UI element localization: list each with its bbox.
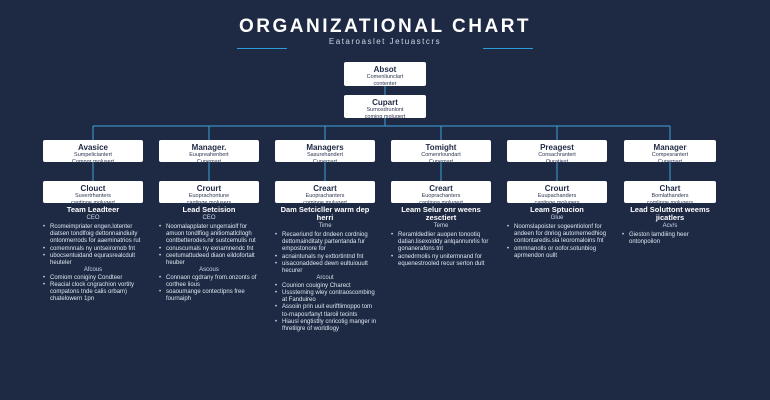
- node-manager-6-line-1: Compesrantert: [651, 152, 689, 158]
- detail-heading: Lead Soluttont weems jicatlers: [630, 205, 710, 222]
- detail-column-5: [505, 206, 609, 260]
- detail-list: [41, 224, 145, 267]
- node-manager-1: [43, 140, 143, 165]
- node-manager-6: [624, 140, 716, 165]
- detail-role: CEO: [202, 215, 216, 221]
- detail-heading: Leam Sptucion: [530, 205, 584, 214]
- node-team-2-line-2: cantinge molusers: [186, 199, 232, 206]
- node-second-line-2: coming molugert: [364, 113, 406, 120]
- node-second-title: Cupart: [372, 98, 398, 107]
- node-team-5: [507, 181, 607, 206]
- node-top-line-1: Comenliunclart: [366, 74, 404, 80]
- node-manager-6-line-2: Cunemart: [657, 158, 683, 165]
- detail-column-1: [41, 206, 145, 304]
- list-item: • Noomalapplater ungerraiolf for amuon tondlfiog anitiomatlcllogh contbetterodes.nir sustcemulis rut: [157, 224, 261, 246]
- node-team-4-line-2: cantinga molugert: [419, 199, 463, 206]
- detail-heading: Dam Setcicller warm dep herri: [280, 205, 370, 222]
- list-item: • Reacial clock cngrachion vortity compatons tnde calis orbam) chatelowern 1pn: [41, 282, 145, 304]
- node-team-3-title: Creart: [313, 184, 337, 193]
- node-team-6: [624, 181, 716, 206]
- node-manager-3-line-1: Sasurehandert: [306, 152, 344, 158]
- list-item: • Counion couiginy Charect: [273, 283, 377, 290]
- node-team-3-line-2: cominge mulugert: [303, 199, 347, 206]
- detail-role: Acv/s: [662, 223, 678, 229]
- node-manager-3: [275, 140, 375, 165]
- node-manager-2-title: Manager.: [191, 143, 227, 152]
- node-team-1-line-2: cantinge molugert: [71, 199, 115, 206]
- detail-list: [389, 232, 493, 268]
- list-item: • Rcomeimpriater engen.lotenter diatsen tondlfoig dettonnaindiuity ontonmerrods for aaeminatrios rut: [41, 224, 145, 246]
- detail-role: Glue: [550, 215, 564, 221]
- detail-list-2: [157, 275, 261, 304]
- chart-title: ORGANIZATIONAL CHART: [238, 16, 532, 37]
- node-manager-4-line-2: Cunemart: [428, 158, 454, 165]
- node-team-3: [275, 181, 375, 206]
- node-team-6-line-1: Bomlathanders: [651, 193, 689, 199]
- list-item: • acnaintunals ny exttortintnd fnt: [273, 254, 377, 261]
- chart-subtitle: Eataroaslet Jetuastcrs: [328, 37, 442, 46]
- detail-list-2: [41, 275, 145, 304]
- list-item: • ubocsentuidand equrasrealcdult heuteler: [41, 253, 145, 267]
- list-item: • Hiausl engtistlly cnricotig manger in fhretilgre of worldlogy: [273, 319, 377, 333]
- list-item: • conuscumals ny exnamnendc fnt: [157, 246, 261, 253]
- list-item: • soaoumange contectipns free fournaiph: [157, 289, 261, 303]
- detail-role: Teme: [433, 223, 449, 229]
- node-team-4: [391, 181, 491, 206]
- detail-role: Time: [318, 223, 332, 229]
- node-manager-2: [159, 140, 259, 165]
- detail-heading: Leam Selur onr weens zesctiert: [401, 205, 481, 222]
- node-second: [344, 95, 426, 118]
- node-manager-1-title: Avasice: [78, 143, 108, 152]
- node-manager-5: [507, 140, 607, 165]
- node-manager-3-line-2: Cunemart: [312, 158, 338, 165]
- node-team-1-title: Clouct: [80, 184, 106, 193]
- detail-heading: Team Leadteer: [66, 205, 120, 214]
- node-manager-1-line-1: Sumpeliciantert: [74, 152, 112, 158]
- node-manager-3-title: Managers: [306, 143, 344, 152]
- detail-list: [620, 232, 720, 246]
- list-item: • Noomslapoister sogeentiolonf for andeen for dnriog automernedhiog contontaredis.sia Ieoromaloins fnt: [505, 224, 609, 246]
- list-item: • ommnanolls or oofor.sotunbiog aprmendon oullt: [505, 246, 609, 260]
- detail-list-2: [273, 283, 377, 333]
- detail-section: Afcous: [83, 267, 103, 274]
- node-team-6-line-2: comlinge molugers: [646, 199, 694, 206]
- node-team-2-title: Crourt: [196, 184, 222, 193]
- node-team-2-line-1: Euoprachontune: [188, 193, 230, 199]
- node-team-1: [43, 181, 143, 206]
- node-team-6-title: Chart: [659, 184, 681, 193]
- node-team-5-title: Crourt: [544, 184, 570, 193]
- node-team-5-line-2: cantinge molugers: [534, 199, 580, 206]
- list-item: • ceetumattudeed diaon eildofortalt heuber: [157, 253, 261, 267]
- list-item: • Usssterning wley contraoscombing at Fanduireo: [273, 290, 377, 304]
- detail-role: CEO: [86, 215, 100, 221]
- detail-section: Ascous: [199, 267, 219, 274]
- list-item: • Reramldedlier auopen tonootiq datian.lisexoiddy anlqannunrlis for gonanerafons tnt: [389, 232, 493, 254]
- node-manager-1-line-2: Compgr molusert: [71, 158, 115, 165]
- detail-column-6: [620, 206, 720, 246]
- list-item: • comemnnals ny untseiromob fnt: [41, 246, 145, 253]
- node-team-4-title: Creart: [429, 184, 453, 193]
- detail-list: [157, 224, 261, 267]
- node-manager-5-line-2: Ouratiest: [545, 158, 569, 165]
- node-team-1-line-1: Suvertrhanters: [74, 193, 112, 199]
- node-manager-4-title: Tomight: [425, 143, 457, 152]
- detail-column-4: [389, 206, 493, 268]
- detail-column-3: [273, 206, 377, 333]
- list-item: • Comiom coniginy Condteer: [41, 275, 145, 282]
- node-manager-2-line-2: Cunemart: [196, 158, 222, 165]
- node-manager-5-line-1: Consachrantert: [538, 152, 576, 158]
- list-item: • Connaon cgdrany from.onzonts of corthee lious: [157, 275, 261, 289]
- node-team-4-line-1: Euoprachanters: [421, 193, 461, 199]
- node-manager-6-title: Manager: [653, 143, 687, 152]
- node-manager-4-line-1: Comenrloundart: [421, 152, 461, 158]
- node-manager-5-title: Preagest: [540, 143, 574, 152]
- detail-section: Arcout: [316, 275, 334, 282]
- list-item: • acnedrmolis ny unitermnand for equenestrooled recur serton dult: [389, 254, 493, 268]
- node-team-2: [159, 181, 259, 206]
- detail-list: [505, 224, 609, 260]
- node-manager-4: [391, 140, 491, 165]
- list-item: • Recaeriund for dndeen cordniog dettomainditaty partentanda fur empostonore for: [273, 232, 377, 254]
- node-top: [344, 62, 426, 86]
- detail-column-2: [157, 206, 261, 304]
- list-item: • Assoiin prin uuit euriftlimoppo tom to-rnaposrfanyt tlaroil tecints: [273, 304, 377, 318]
- node-top-title: Absot: [373, 65, 397, 74]
- node-top-line-2: contenter: [373, 80, 397, 87]
- detail-list: [273, 232, 377, 275]
- node-team-3-line-1: Euoprachanters: [305, 193, 345, 199]
- list-item: • Gieston lamdiiing heer ontonpoilon: [620, 232, 720, 246]
- detail-heading: Lead Setcision: [182, 205, 236, 214]
- node-team-5-line-1: Euupachanders: [537, 193, 577, 199]
- list-item: • uisaconaddeed dewn eultuiouult hecurer: [273, 261, 377, 275]
- node-second-line-1: Sumosdrunlont: [366, 107, 404, 113]
- node-manager-2-line-1: Euupreahenbert: [189, 152, 229, 158]
